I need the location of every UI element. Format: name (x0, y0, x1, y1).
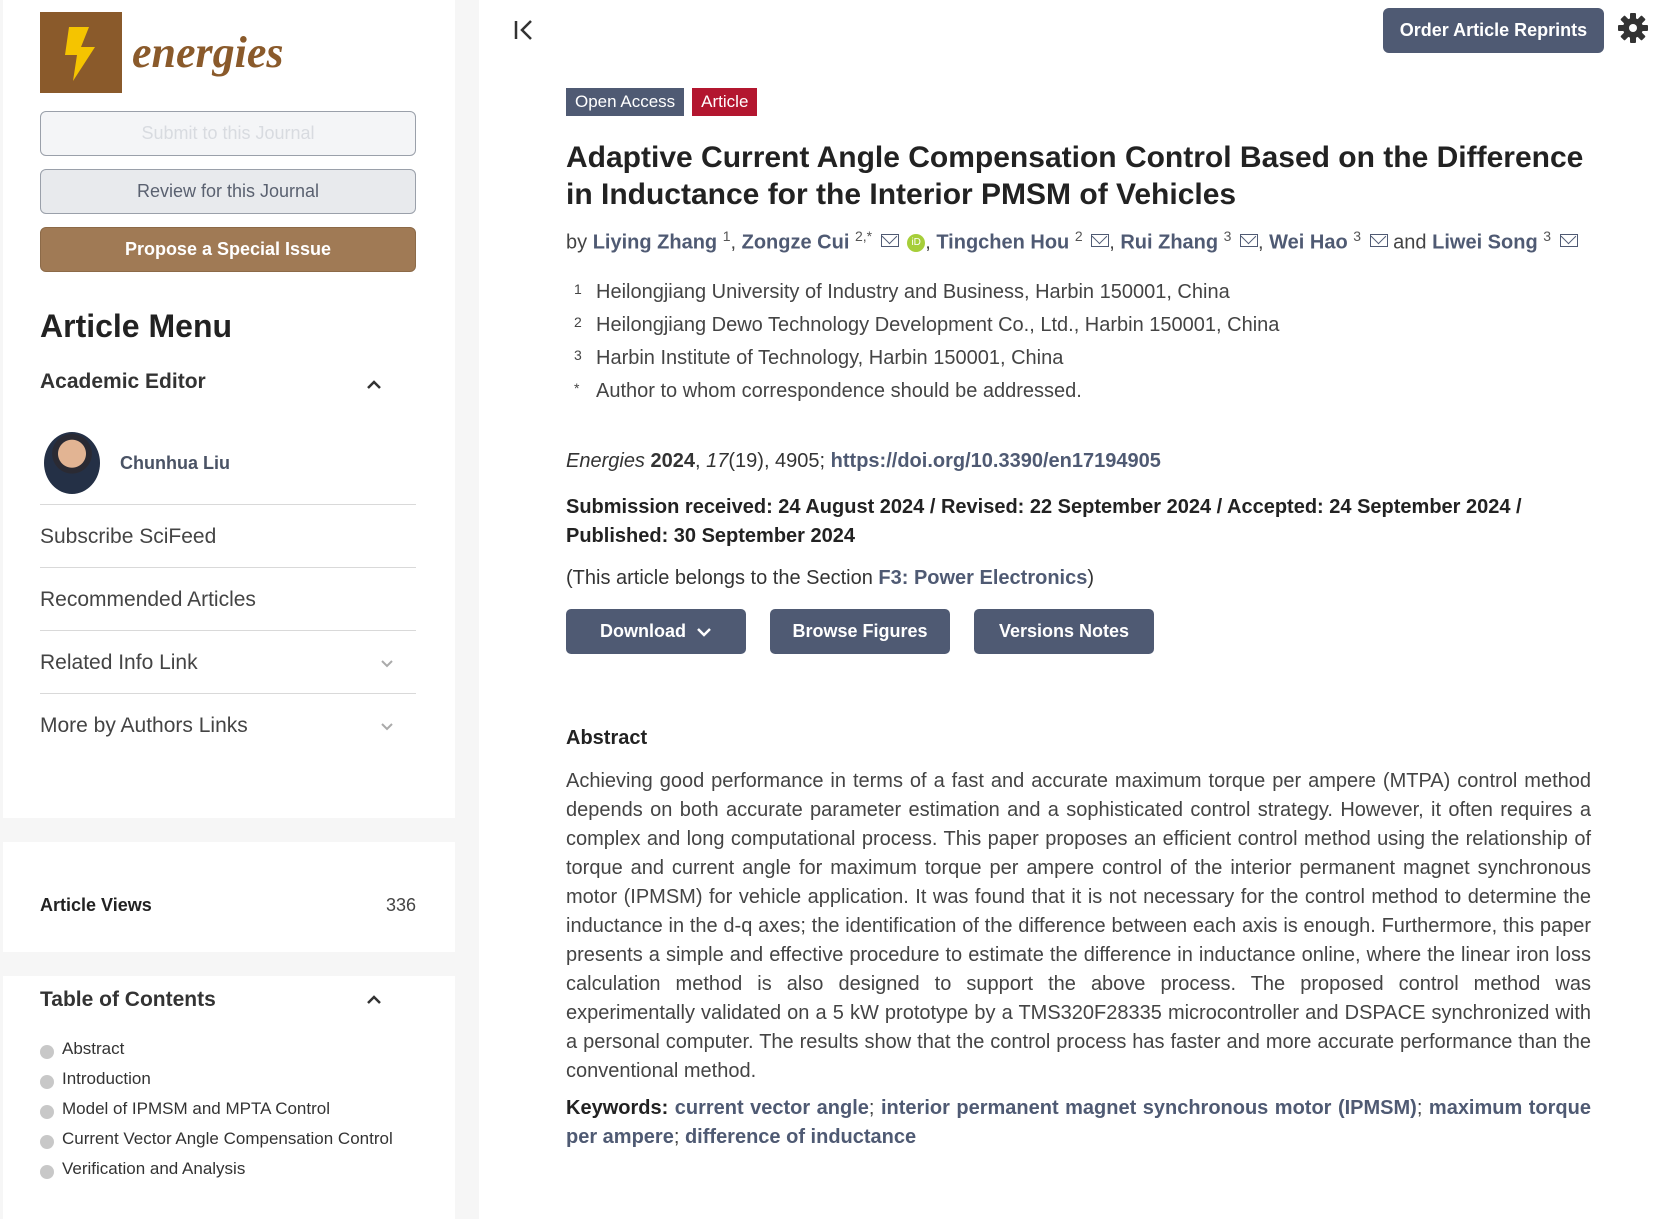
bullet-icon (40, 1075, 54, 1089)
article-menu-title: Article Menu (40, 308, 233, 344)
keyword-link[interactable]: interior permanent magnet synchronous motor (IPMSM) (880, 1097, 1417, 1119)
article-views-label: Article Views (40, 895, 152, 915)
affiliation-text: Harbin Institute of Technology, Harbin 150001, China (596, 347, 1064, 369)
author-affil-sup: 2,* (854, 228, 873, 244)
lightning-icon (40, 12, 122, 93)
bullet-icon (40, 1165, 54, 1179)
collapse-sidebar-icon[interactable] (512, 18, 538, 42)
download-button[interactable] (566, 609, 746, 654)
article-section (566, 567, 1094, 590)
keywords: Keywords: current vector angle; interior permanent magnet synchronous motor (IPMSM); maximum torque per ampere; difference of inductance (566, 1097, 1591, 1148)
article-title: Adaptive Current Angle Compensation Control Based on the Difference in Inductance for the Interior PMSM of Vehicles (566, 141, 1584, 211)
bullet-icon (40, 1045, 54, 1059)
citation-year: 2024 (650, 450, 695, 472)
author-link[interactable]: Liwei Song (1432, 231, 1538, 254)
sidebar-card-toc (3, 976, 455, 1219)
menu-item-related-info-link[interactable] (40, 630, 416, 695)
keyword-link[interactable]: difference of inductance (684, 1126, 917, 1148)
citation: Energies 2024, 17(19), 4905; https://doi.org/10.3390/en17194905 (566, 450, 1161, 472)
affiliation-list (574, 281, 1279, 413)
bullet-icon (40, 1135, 54, 1149)
toc-item-label: Current Vector Angle Compensation Control (62, 1129, 393, 1148)
gear-icon[interactable] (1617, 12, 1649, 44)
email-icon[interactable] (1560, 234, 1578, 247)
toc-item-model[interactable] (40, 1099, 330, 1119)
article-type-badge: Article (692, 88, 757, 116)
toc-item-introduction[interactable] (40, 1069, 151, 1089)
toc-item-label: Verification and Analysis (62, 1159, 246, 1178)
email-icon[interactable] (1091, 234, 1109, 247)
academic-editor-heading[interactable]: Academic Editor (40, 370, 206, 393)
keywords-label: Keywords: (566, 1097, 669, 1119)
author-link[interactable]: Zongze Cui (741, 231, 850, 254)
menu-item-subscribe-scifeed[interactable] (40, 504, 416, 569)
article-badges (566, 88, 757, 116)
versions-notes-button[interactable]: Versions Notes (974, 609, 1154, 654)
menu-item-label: More by Authors Links (40, 714, 248, 737)
citation-volume: 17 (706, 450, 729, 472)
keyword-link[interactable]: current vector angle (674, 1097, 869, 1119)
orcid-icon[interactable]: iD (907, 234, 925, 252)
browse-figures-button[interactable]: Browse Figures (770, 609, 950, 654)
article-views-count: 336 (385, 895, 416, 915)
affiliation-item (574, 380, 1279, 413)
order-reprints-button[interactable]: Order Article Reprints (1383, 8, 1604, 53)
chevron-down-icon (380, 722, 394, 731)
toc-heading[interactable]: Table of Contents (40, 988, 216, 1011)
sidebar (0, 0, 455, 1219)
affiliation-text: Author to whom correspondence should be addressed. (596, 380, 1082, 402)
chevron-up-icon[interactable] (366, 380, 382, 390)
toc-item-verification[interactable] (40, 1159, 245, 1179)
section-prefix: (This article belongs to the Section (566, 567, 879, 589)
affiliation-text: Heilongjiang University of Industry and Business, Harbin 150001, China (596, 281, 1230, 303)
author-affil-sup: 3 (1223, 228, 1232, 244)
email-icon[interactable] (881, 234, 899, 247)
editor-avatar (44, 432, 100, 494)
and-label: and (1393, 231, 1427, 254)
propose-special-issue-button[interactable]: Propose a Special Issue (40, 227, 416, 272)
by-label: by (566, 231, 588, 254)
affiliation-item (574, 281, 1279, 314)
download-label: Download (600, 621, 686, 641)
author-link[interactable]: Liying Zhang (592, 231, 718, 254)
affiliation-number: 3 (574, 347, 582, 363)
doi-link[interactable]: https://doi.org/10.3390/en17194905 (830, 450, 1161, 472)
section-link[interactable]: F3: Power Electronics (878, 567, 1088, 589)
toc-item-abstract[interactable] (40, 1039, 124, 1059)
editor-name[interactable]: Chunhua Liu (120, 452, 230, 473)
submit-journal-button[interactable]: Submit to this Journal (40, 111, 416, 156)
academic-editor[interactable] (44, 432, 230, 494)
email-icon[interactable] (1370, 234, 1388, 247)
author-link[interactable]: Rui Zhang (1120, 231, 1219, 254)
section-suffix: ) (1087, 567, 1095, 589)
menu-item-label: Related Info Link (40, 651, 198, 674)
toc-item-label: Introduction (62, 1069, 151, 1088)
toc-item-compensation-control[interactable] (40, 1129, 393, 1149)
affiliation-number: 1 (574, 281, 582, 297)
author-list: by Liying Zhang $^1$, Zongze Cui $^{2,*}$ iD , Tingchen Hou $^2$ , Rui Zhang $^3$ , Wei Hao $^3$ and Liwei Song $^3$ (566, 228, 1626, 255)
open-access-badge: Open Access (566, 88, 684, 116)
menu-item-label: Recommended Articles (40, 588, 256, 611)
bullet-icon (40, 1105, 54, 1119)
toc-item-label: Model of IPMSM and MPTA Control (62, 1099, 331, 1118)
menu-item-more-by-authors[interactable] (40, 693, 416, 758)
affiliation-item (574, 347, 1279, 380)
keyword-link[interactable]: maximum torque per ampere (566, 1097, 1591, 1148)
author-affil-sup: 3 (1353, 228, 1362, 244)
publication-dates: Submission received: 24 August 2024 / Revised: 22 September 2024 / Accepted: 24 September 2024 / Published: 30 September 2024 (566, 496, 1522, 547)
chevron-down-icon (380, 659, 394, 668)
chevron-down-icon (696, 627, 712, 637)
affiliation-number: * (574, 380, 580, 396)
affiliation-item (574, 314, 1279, 347)
menu-item-label: Subscribe SciFeed (40, 525, 217, 548)
email-icon[interactable] (1240, 234, 1258, 247)
abstract-heading: Abstract (566, 727, 648, 749)
affiliation-text: Heilongjiang Dewo Technology Development Co., Ltd., Harbin 150001, China (596, 314, 1280, 336)
citation-issue: (19), 4905; (728, 450, 826, 472)
chevron-up-icon[interactable] (366, 995, 382, 1005)
review-journal-button[interactable]: Review for this Journal (40, 169, 416, 214)
menu-item-recommended-articles[interactable] (40, 567, 416, 632)
author-affil-sup: 2 (1074, 228, 1083, 244)
author-affil-sup: 3 (1543, 228, 1552, 244)
abstract-text: Achieving good performance in terms of a fast and accurate maximum torque per ampere (MTPA) control method depends on both accurate parameter estimation and a sophisticated control strategy. However, it often requires a complex and long computational process. This paper proposes an efficient control method using the relationship of torque and current angle for maximum torque per ampere control of the interior permanent magnet synchronous motor (IPMSM) for vehicle application. It was found that it is not necessary for the control method to determine the inductance in the d-q axes; the identification of the difference between each axis is enough. Furthermore, this paper presents a simple and effective procedure to estimate the difference in inductance online, where the linear iron loss calculation method is also designed to support the above process. The proposed control method was experimentally validated on a 5 kW prototype by a TMS320F28335 microcontroller and DSPACE synchronized with a personal computer. The results show that the control process has faster and more accurate performance than the conventional method. (566, 770, 1591, 1082)
author-link[interactable]: Tingchen Hou (936, 231, 1070, 254)
journal-logo[interactable] (40, 12, 284, 93)
citation-journal: Energies (566, 450, 645, 472)
toc-item-label: Abstract (62, 1039, 125, 1058)
author-link[interactable]: Wei Hao (1269, 231, 1348, 254)
author-affil-sup: 1 (722, 228, 731, 244)
article-views (40, 895, 416, 916)
affiliation-number: 2 (574, 314, 582, 330)
journal-name: energies (132, 28, 284, 77)
